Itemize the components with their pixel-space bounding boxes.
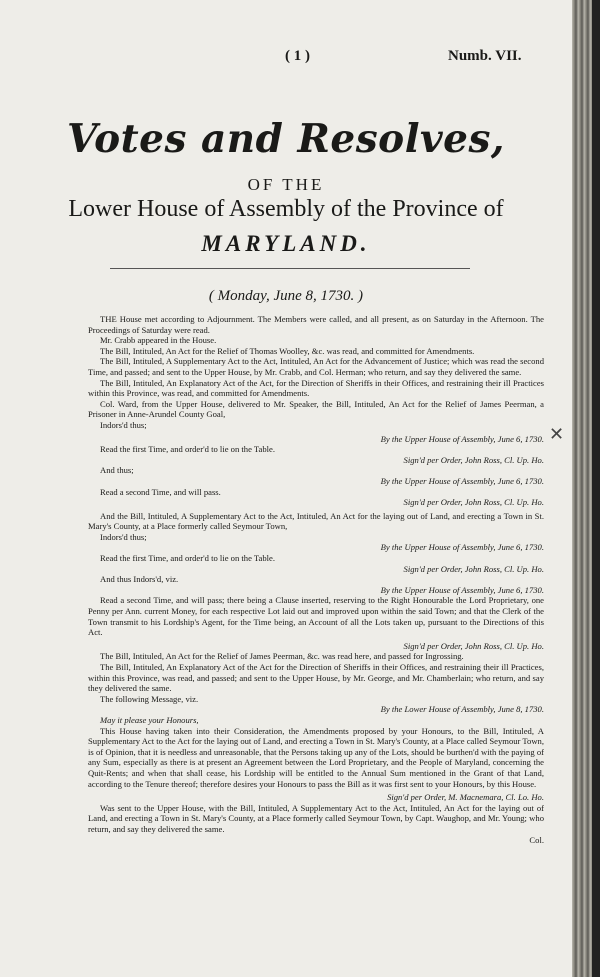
paragraph: The following Message, viz. bbox=[100, 693, 199, 704]
paragraph: Read the first Time, and order'd to lie on the Table. bbox=[100, 553, 276, 564]
endorsement-line: By the Upper House of Assembly, June 6, 1730. bbox=[380, 584, 544, 595]
proceedings-text bbox=[88, 314, 544, 845]
paragraph: The Bill, Intituled, A Supplementary Act to the Act, Intituled, An Act for the Advancement of Justice; which was read the second Time, and passed; and sent to the Upper House, by Mr. Crabb, and Col. Herman; who return, and say they delivered the same. bbox=[88, 356, 544, 377]
signature-line: Sign'd per Order, John Ross, Cl. Up. Ho. bbox=[403, 497, 544, 508]
signature-line: Sign'd per Order, John Ross, Cl. Up. Ho. bbox=[403, 454, 544, 465]
endorsement-line: By the Upper House of Assembly, June 6, 1730. bbox=[380, 542, 544, 553]
endorsement-line: By the Lower House of Assembly, June 8, 1730. bbox=[380, 704, 544, 715]
subtitle-house: Lower House of Assembly of the Province of bbox=[68, 196, 504, 222]
endorsement-line: By the Upper House of Assembly, June 6, 1730. bbox=[380, 475, 544, 486]
paragraph: Read a second Time, and will pass. bbox=[100, 486, 221, 497]
subtitle-province: MARYLAND. bbox=[201, 231, 371, 256]
salutation: May it please your Honours, bbox=[100, 714, 199, 725]
endorsement-line: By the Upper House of Assembly, June 6, 1730. bbox=[380, 433, 544, 444]
paragraph: And thus; bbox=[100, 465, 134, 476]
paragraph: Indors'd thus; bbox=[100, 419, 147, 430]
paragraph: The Bill, Intituled, An Act for the Relief of Thomas Woolley, &c. was read, and committed for Amendments. bbox=[100, 345, 475, 356]
issue-number: Numb. VII. bbox=[448, 48, 522, 64]
paragraph: The Bill, Intituled, An Act for the Relief of James Peerman, &c. was read here, and passed for Ingrossing. bbox=[100, 651, 464, 662]
title-divider bbox=[110, 268, 470, 269]
paragraph: The Bill, Intituled, An Explanatory Act of the Act, for the Direction of Sheriffs in their Offices, and restraining their ill Practices within this Province, was read, and committed for Amendments. bbox=[88, 377, 544, 399]
session-date: ( Monday, June 8, 1730. ) bbox=[208, 288, 364, 304]
paragraph: Read the first Time, and order'd to lie on the Table. bbox=[100, 444, 276, 455]
document-title: Votes and Resolves, bbox=[66, 116, 506, 162]
signature-line: Sign'd per Order, John Ross, Cl. Up. Ho. bbox=[403, 640, 544, 651]
paragraph: THE House met according to Adjournment. The Members were called, and all present, as on Saturday in the Afternoon. The Proceedings of Saturday were read. bbox=[88, 314, 544, 335]
signature-line: Sign'd per Order, M. Macnemara, Cl. Lo. Ho. bbox=[387, 792, 544, 803]
paragraph: And the Bill, Intituled, A Supplementary Act to the Act, Intituled, An Act for the laying out of Land, and erecting a Town in St. Mary's County, at a Place formerly called Seymour Town, bbox=[88, 510, 544, 532]
paragraph: And thus Indors'd, viz. bbox=[100, 574, 179, 585]
paragraph: Was sent to the Upper House, with the Bill, Intituled, A Supplementary Act to the Act, Intituled, An Act for the laying out of Land, and erecting a Town in St. Mary's County, at a Place formerly called Seymour Town, by Capt. Waughop, and Mr. Young; who return, and say they delivered the same. bbox=[88, 802, 544, 834]
subtitle-of-the: OF THE bbox=[247, 175, 325, 194]
paragraph: Mr. Crabb appeared in the House. bbox=[100, 335, 217, 346]
signature-line: Sign'd per Order, John Ross, Cl. Up. Ho. bbox=[403, 563, 544, 574]
paragraph: Indors'd thus; bbox=[100, 531, 147, 542]
page-edge-shadow bbox=[572, 0, 600, 977]
catchword: Col. bbox=[529, 834, 544, 845]
message-text: This House having taken into their Consideration, the Amendments proposed by your Honours, to the Bill, Intituled, A Supplementary Act to the Act for the laying out of Land, and erecting a Town in St. Mary's County, at a Place called Seymour Town, is of Opinion, that it is needless and unreasonable, that the Persons taking up any of the Lots, should be burthen'd with the paying of any Sum, especially as there is at present an Agreement between the Lord Proprietary, and the People of Maryland, concerning the Quit-Rents; and when that shall cease, his Lordship will be entitled to the Annual Sum mentioned in the Grant of that Land, according to the Tenure thereof; therefore desires your Honours to pass the Bill as it was first sent to your Honours, by this House. bbox=[88, 725, 544, 789]
paragraph: Read a second Time, and will pass; there being a Clause inserted, reserving to the Right Honourable the Lord Proprietary, one Penny per Ann. current Money, for each respective Lot laid out and improved upon within the said Town; and that the Clerk of the Town transmit to his Lordship's Agent, for the Time being, an Account of all the Lots taken up, pursuant to the Directions of this Act. bbox=[88, 595, 544, 638]
page-number: ( 1 ) bbox=[285, 48, 310, 64]
paragraph: Col. Ward, from the Upper House, delivered to Mr. Speaker, the Bill, Intituled, An Act for the Relief of James Peerman, a Prisoner in Anne-Arundel County Goal, bbox=[88, 398, 544, 420]
paragraph: The Bill, Intituled, An Explanatory Act of the Act for the Direction of Sheriffs in their Offices, and restraining their ill Practices, within this Province, was read, and passed; and sent to the Upper House, by Mr. George, and Mr. Chamberlain; who return, and say they delivered the same. bbox=[88, 662, 544, 694]
handwritten-x-mark: ✕ bbox=[549, 424, 565, 444]
